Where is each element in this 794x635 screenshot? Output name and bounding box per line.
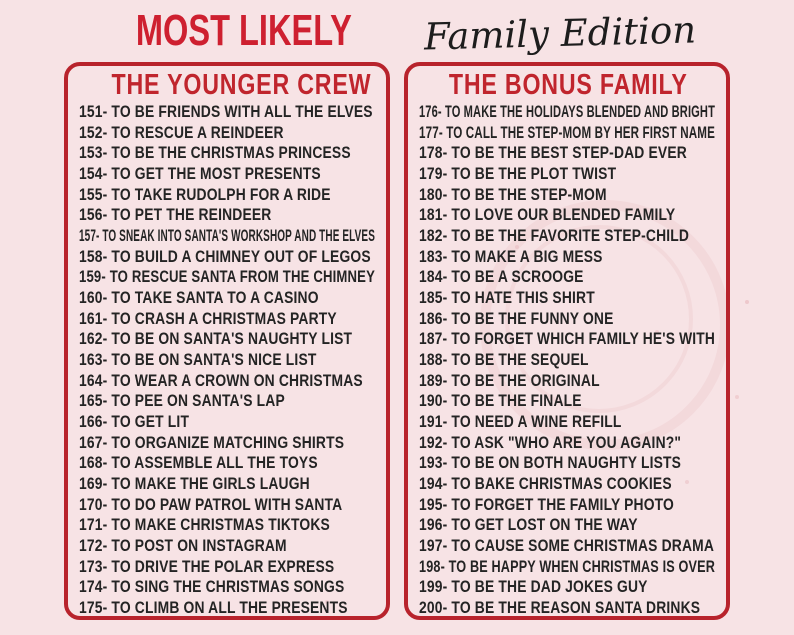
list-item-text: 153- TO BE THE CHRISTMAS PRINCESS — [79, 144, 351, 163]
list-item — [79, 185, 375, 206]
list-item — [79, 371, 375, 392]
list-item-text: 170- TO DO PAW PATROL WITH SANTA — [79, 495, 343, 514]
list-item — [79, 577, 375, 598]
list-item-text: 183- TO MAKE A BIG MESS — [419, 247, 603, 266]
list-item — [419, 557, 715, 578]
list-item-text: 191- TO NEED A WINE REFILL — [419, 413, 622, 432]
list-item-text: 192- TO ASK "WHO ARE YOU AGAIN?" — [419, 433, 682, 452]
title-bar — [0, 0, 794, 62]
list-item-text: 187- TO FORGET WHICH FAMILY HE'S WITH — [419, 330, 715, 349]
panel-header-bonus-family — [419, 69, 715, 102]
list-item-text: 167- TO ORGANIZE MATCHING SHIRTS — [79, 433, 345, 452]
list-item — [419, 143, 715, 164]
list-item — [419, 495, 715, 516]
list-item-text: 177- TO CALL THE STEP-MOM BY HER FIRST NAME — [419, 123, 715, 142]
list-item-text: 179- TO BE THE PLOT TWIST — [419, 165, 617, 184]
list-item-text: 182- TO BE THE FAVORITE STEP-CHILD — [419, 227, 690, 246]
list-item — [419, 247, 715, 268]
panel-header-label: THE YOUNGER CREW — [111, 69, 372, 101]
list-item — [79, 391, 375, 412]
list-item-text: 169- TO MAKE THE GIRLS LAUGH — [79, 475, 310, 494]
list-younger-crew — [79, 102, 375, 619]
list-item-text: 157- TO SNEAK INTO SANTA'S WORKSHOP AND THE ELVES — [79, 227, 375, 246]
list-item — [79, 350, 375, 371]
panel-header-label: THE BONUS FAMILY — [448, 69, 688, 101]
list-item — [79, 288, 375, 309]
list-item-text: 171- TO MAKE CHRISTMAS TIKTOKS — [79, 516, 330, 535]
list-item-text: 164- TO WEAR A CROWN ON CHRISTMAS — [79, 371, 363, 390]
list-item-text: 152- TO RESCUE A REINDEER — [79, 123, 284, 142]
list-item — [419, 515, 715, 536]
list-item — [79, 102, 375, 123]
list-item-text: 185- TO HATE THIS SHIRT — [419, 289, 595, 308]
list-item — [419, 205, 715, 226]
list-item — [419, 391, 715, 412]
list-item — [419, 309, 715, 330]
list-item-text: 165- TO PEE ON SANTA'S LAP — [79, 392, 285, 411]
list-item — [79, 205, 375, 226]
list-item-text: 173- TO DRIVE THE POLAR EXPRESS — [79, 557, 335, 576]
list-item-text: 200- TO BE THE REASON SANTA DRINKS — [419, 599, 701, 618]
list-item — [419, 371, 715, 392]
list-item-text: 184- TO BE A SCROOGE — [419, 268, 584, 287]
list-item-text: 159- TO RESCUE SANTA FROM THE CHIMNEY — [79, 268, 376, 287]
list-item-text: 189- TO BE THE ORIGINAL — [419, 371, 600, 390]
list-item — [79, 247, 375, 268]
list-item-text: 151- TO BE FRIENDS WITH ALL THE ELVES — [79, 103, 373, 121]
list-item-text: 198- TO BE HAPPY WHEN CHRISTMAS IS OVER — [419, 557, 715, 576]
list-item-text: 181- TO LOVE OUR BLENDED FAMILY — [419, 206, 676, 225]
list-item — [419, 288, 715, 309]
list-item — [419, 577, 715, 598]
list-item-text: 174- TO SING THE CHRISTMAS SONGS — [79, 578, 345, 597]
list-item-text: 180- TO BE THE STEP-MOM — [419, 185, 607, 204]
list-item-text: 160- TO TAKE SANTA TO A CASINO — [79, 289, 319, 308]
list-item — [79, 515, 375, 536]
list-item — [419, 536, 715, 557]
list-item-text: 166- TO GET LIT — [79, 413, 190, 432]
list-item — [419, 123, 715, 144]
list-item — [79, 598, 375, 619]
panel-header-younger-crew — [79, 69, 375, 102]
list-item-text: 196- TO GET LOST ON THE WAY — [419, 516, 638, 535]
list-item-text: 172- TO POST ON INSTAGRAM — [79, 537, 287, 556]
list-item — [79, 433, 375, 454]
list-item — [79, 143, 375, 164]
list-item — [419, 226, 715, 247]
list-item-text: 158- TO BUILD A CHIMNEY OUT OF LEGOS — [79, 247, 371, 266]
list-item — [79, 309, 375, 330]
list-item — [419, 329, 715, 350]
list-item-text: 194- TO BAKE CHRISTMAS COOKIES — [419, 475, 672, 494]
page-title: MOST LIKELY — [136, 6, 352, 55]
list-item — [419, 412, 715, 433]
list-item — [79, 123, 375, 144]
list-item — [419, 185, 715, 206]
list-item-text: 155- TO TAKE RUDOLPH FOR A RIDE — [79, 185, 331, 204]
list-item-text: 186- TO BE THE FUNNY ONE — [419, 309, 614, 328]
list-item — [79, 412, 375, 433]
list-item — [79, 329, 375, 350]
list-item-text: 178- TO BE THE BEST STEP-DAD EVER — [419, 144, 687, 163]
list-item — [79, 226, 375, 247]
subtitle-family-edition: Family Edition — [423, 7, 697, 59]
list-item — [419, 102, 715, 123]
list-item — [79, 474, 375, 495]
list-item — [419, 350, 715, 371]
list-item — [419, 433, 715, 454]
list-item-text: 176- TO MAKE THE HOLIDAYS BLENDED AND BRIGHT — [419, 103, 715, 121]
list-bonus-family — [419, 102, 715, 619]
list-item-text: 163- TO BE ON SANTA'S NICE LIST — [79, 351, 317, 370]
list-item-text: 193- TO BE ON BOTH NAUGHTY LISTS — [419, 454, 682, 473]
list-item-text: 156- TO PET THE REINDEER — [79, 206, 272, 225]
list-item-text: 199- TO BE THE DAD JOKES GUY — [419, 578, 648, 597]
list-item-text: 190- TO BE THE FINALE — [419, 392, 582, 411]
list-item — [419, 474, 715, 495]
list-item — [79, 536, 375, 557]
list-item — [419, 598, 715, 619]
list-item-text: 162- TO BE ON SANTA'S NAUGHTY LIST — [79, 330, 353, 349]
list-item-text: 175- TO CLIMB ON ALL THE PRESENTS — [79, 599, 348, 618]
list-item — [79, 453, 375, 474]
list-item-text: 188- TO BE THE SEQUEL — [419, 351, 589, 370]
list-item-text: 168- TO ASSEMBLE ALL THE TOYS — [79, 454, 318, 473]
list-item — [79, 557, 375, 578]
list-item — [419, 267, 715, 288]
list-item-text: 195- TO FORGET THE FAMILY PHOTO — [419, 495, 674, 514]
list-item-text: 161- TO CRASH A CHRISTMAS PARTY — [79, 309, 337, 328]
list-item — [419, 164, 715, 185]
list-item-text: 154- TO GET THE MOST PRESENTS — [79, 165, 321, 184]
list-item — [419, 453, 715, 474]
list-item — [79, 164, 375, 185]
list-item-text: 197- TO CAUSE SOME CHRISTMAS DRAMA — [419, 537, 715, 556]
panel-bonus-family — [404, 62, 730, 620]
list-item — [79, 495, 375, 516]
panels-row — [0, 62, 794, 620]
panel-younger-crew — [64, 62, 390, 620]
list-item — [79, 267, 375, 288]
